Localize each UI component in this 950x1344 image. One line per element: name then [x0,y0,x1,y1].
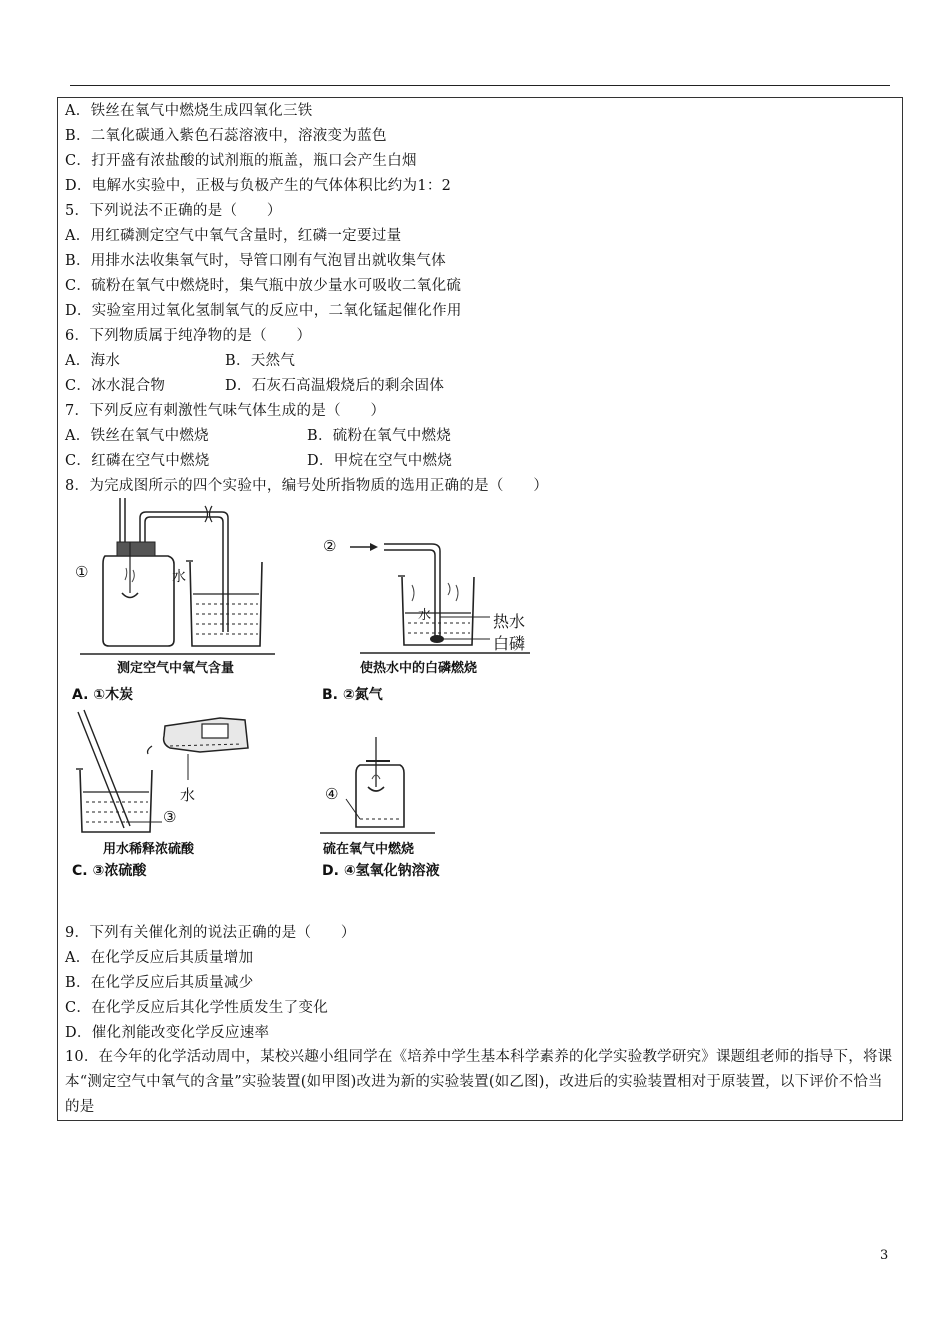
fig4-caption: 硫在氧气中燃烧 [323,842,415,857]
fig3-marker: ③ [163,808,177,826]
q4-option-a: A．铁丝在氧气中燃烧生成四氧化三铁 [65,103,313,119]
q8-stem: 8．为完成图所示的四个实验中，编号处所指物质的选用正确的是（ ） [65,478,549,494]
q6-option-a: A．海水 [65,353,121,369]
q7-option-d: D．甲烷在空气中燃烧 [307,453,453,469]
fig1-marker: ① [75,563,89,581]
q9-option-c: C．在化学反应后其化学性质发生了变化 [65,1000,328,1016]
fig2-white-phosphorus-label: 白磷 [493,634,526,653]
q5-option-c: C．硫粉在氧气中燃烧时，集气瓶中放少量水可吸收二氧化硫 [65,278,462,294]
q9-option-a: A．在化学反应后其质量增加 [65,950,254,966]
q5-option-a: A．用红磷测定空气中氧气含量时，红磷一定要过量 [65,228,402,244]
fig2-caption: 使热水中的白磷燃烧 [360,661,478,676]
q6-stem: 6．下列物质属于纯净物的是（ ） [65,328,312,344]
q8-option-d: D. ④氢氧化钠溶液 [322,863,440,879]
q8-option-a: A. ①木炭 [72,687,134,703]
q4-option-b: B．二氧化碳通入紫色石蕊溶液中，溶液变为蓝色 [65,128,387,144]
q5-stem: 5．下列说法不正确的是（ ） [65,203,282,219]
fig2-water-label: 水 [418,608,432,623]
fig1-water-label: 水 [172,569,186,585]
q9-option-d: D．催化剂能改变化学反应速率 [65,1025,270,1041]
q6-option-d: D．石灰石高温煅烧后的剩余固体 [225,378,445,394]
q8-option-c: C. ③浓硫酸 [72,863,147,879]
q8-option-b: B. ②氮气 [322,687,383,703]
page-number: 3 [880,1248,889,1263]
q4-option-c: C．打开盛有浓盐酸的试剂瓶的瓶盖，瓶口会产生白烟 [65,153,417,169]
fig4-marker: ④ [325,785,339,803]
fig3-water-label: 水 [180,786,196,804]
q7-stem: 7．下列反应有刺激性气味气体生成的是（ ） [65,403,386,419]
q10-stem: 10．在今年的化学活动周中，某校兴趣小组同学在《培养中学生基本科学素养的化学实验教学研究》课题组老师的指导下，将课本“测定空气中氧气的含量”实验装置(如甲图)改进为新的实验装置(如乙图)，改进后的实验装置相对于原装置，以下评价不恰当的是 [65,1049,893,1115]
q9-option-b: B．在化学反应后其质量减少 [65,975,254,991]
fig2-marker: ② [323,537,337,555]
q9-stem: 9．下列有关催化剂的说法正确的是（ ） [65,925,356,941]
q4-option-d: D．电解水实验中，正极与负极产生的气体体积比约为1：2 [65,178,452,194]
q5-option-d: D．实验室用过氧化氢制氧气的反应中，二氧化锰起催化作用 [65,303,462,319]
header-rule [70,85,890,86]
fig1-caption: 测定空气中氧气含量 [117,661,235,676]
fig3-caption: 用水稀释浓硫酸 [103,842,195,857]
q7-option-b: B．硫粉在氧气中燃烧 [307,428,452,444]
q7-option-a: A．铁丝在氧气中燃烧 [65,428,209,444]
q7-option-c: C．红磷在空气中燃烧 [65,453,210,469]
q6-option-c: C．冰水混合物 [65,378,166,394]
fig2-hot-water-label: 热水 [493,612,526,631]
q5-option-b: B．用排水法收集氧气时，导管口刚有气泡冒出就收集气体 [65,253,446,269]
q6-option-b: B．天然气 [225,353,296,369]
